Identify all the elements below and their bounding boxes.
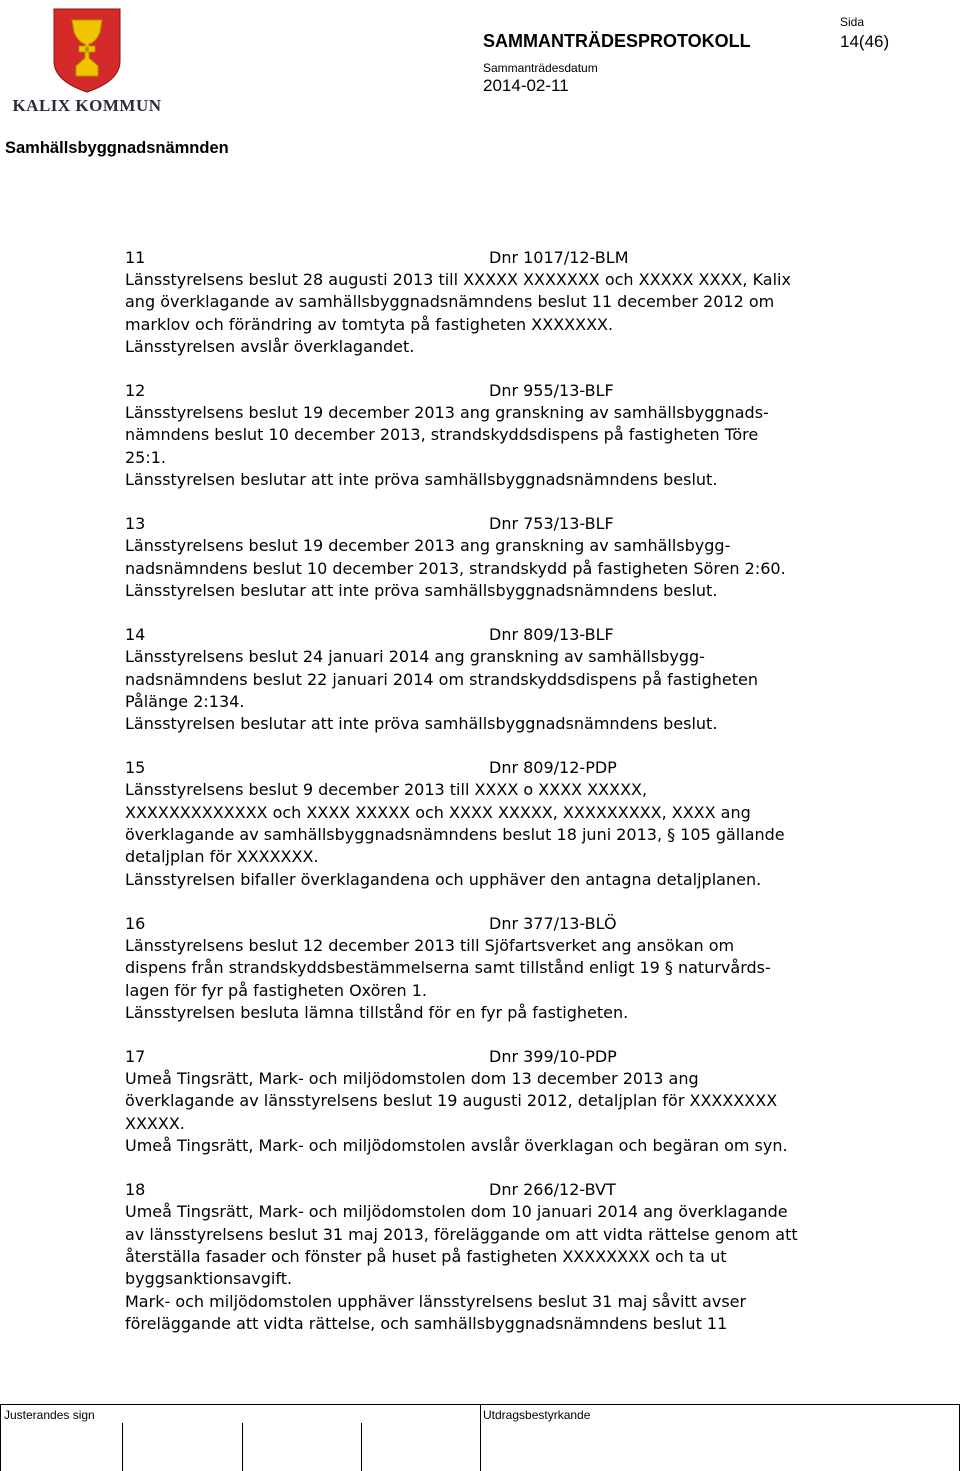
item-text-line: föreläggande att vidta rättelse, och samhällsbyggnadsnämndens beslut 11 (125, 1313, 728, 1333)
committee-name: Samhällsbyggnadsnämnden (5, 139, 229, 157)
item-text-line: Länsstyrelsens beslut 9 december 2013 till XXXX o XXXX XXXXX, (125, 780, 648, 800)
decision-item-header (125, 1179, 925, 1201)
footer-label-justerandes-sign: Justerandes sign (4, 1408, 95, 1422)
decision-item-header (125, 1046, 925, 1068)
item-number: 11 (125, 248, 146, 267)
signature-box-divider (361, 1423, 362, 1471)
item-number: 16 (125, 913, 146, 933)
item-dnr: Dnr 266/12-BVT (489, 1180, 616, 1200)
decision-item (125, 1046, 925, 1157)
item-number: 17 (125, 1047, 146, 1067)
item-dnr: Dnr 1017/12-BLM (489, 248, 629, 267)
signature-box-divider (122, 1423, 123, 1471)
item-dnr: Dnr 809/13-BLF (489, 625, 614, 645)
item-number: 15 (125, 758, 146, 778)
item-text-line: Länsstyrelsens beslut 19 december 2013 ang granskning av samhällsbyggnads- (125, 403, 769, 423)
item-dnr: Dnr 377/13-BLÖ (489, 913, 617, 933)
item-text-line: Länsstyrelsen beslutar att inte pröva samhällsbyggnadsnämndens beslut. (125, 714, 718, 734)
signature-footer (0, 1404, 960, 1471)
item-dnr: Dnr 399/10-PDP (489, 1047, 617, 1067)
item-text-line: nadsnämndens beslut 10 december 2013, strandskydd på fastigheten Sören 2:60. (125, 558, 786, 578)
item-dnr: Dnr 955/13-BLF (489, 381, 614, 401)
decision-item-header (125, 247, 925, 269)
meeting-date: 2014-02-11 (483, 76, 569, 95)
item-text-line: Umeå Tingsrätt, Mark- och miljödomstolen dom 13 december 2013 ang (125, 1069, 699, 1089)
item-text-line: Länsstyrelsens beslut 28 augusti 2013 till XXXXX XXXXXXX och XXXXX XXXX, Kalix (125, 270, 791, 289)
item-text-line: av länsstyrelsens beslut 31 maj 2013, föreläggande om att vidta rättelse genom att (125, 1224, 798, 1244)
item-text-line: Länsstyrelsen beslutar att inte pröva samhällsbyggnadsnämndens beslut. (125, 470, 718, 490)
item-text-line: Pålänge 2:134. (125, 691, 245, 711)
item-text-line: Länsstyrelsens beslut 19 december 2013 ang granskning av samhällsbygg- (125, 536, 731, 556)
decision-item (125, 247, 925, 358)
decision-item-header (125, 513, 925, 535)
item-text-line: nämndens beslut 10 december 2013, strandskyddsdispens på fastigheten Töre (125, 425, 759, 445)
item-text-line: Umeå Tingsrätt, Mark- och miljödomstolen avslår överklagan och begäran om syn. (125, 1136, 788, 1156)
item-text-line: dispens från strandskyddsbestämmelserna samt tillstånd enligt 19 § naturvårds- (125, 958, 771, 978)
decision-item-header (125, 380, 925, 402)
decision-item (125, 380, 925, 491)
kalix-kommun-logo (12, 6, 162, 118)
item-text-line: Länsstyrelsens beslut 24 januari 2014 ang granskning av samhällsbygg- (125, 647, 705, 667)
item-text-line: Umeå Tingsrätt, Mark- och miljödomstolen dom 10 januari 2014 ang överklagande (125, 1202, 788, 1222)
item-text-line: Länsstyrelsen avslår överklagandet. (125, 336, 415, 356)
decision-item-header (125, 913, 925, 935)
item-text-line: nadsnämndens beslut 22 januari 2014 om strandskyddsdispens på fastigheten (125, 669, 758, 689)
decision-item-header (125, 757, 925, 779)
item-text-line: byggsanktionsavgift. (125, 1269, 293, 1289)
page-label: Sida (840, 15, 865, 29)
decision-item (125, 757, 925, 890)
decision-item-header (125, 624, 925, 646)
item-number: 18 (125, 1180, 146, 1200)
item-number: 12 (125, 381, 146, 401)
item-dnr: Dnr 809/12-PDP (489, 758, 617, 778)
item-text-line: Mark- och miljödomstolen upphäver länsstyrelsens beslut 31 maj såvitt avser (125, 1291, 747, 1311)
item-text-line: Länsstyrelsen besluta lämna tillstånd för en fyr på fastigheten. (125, 1002, 629, 1022)
item-number: 13 (125, 514, 146, 534)
coat-of-arms-icon (12, 6, 162, 96)
decision-item (125, 513, 925, 602)
logo-text: KALIX KOMMUN (12, 96, 162, 115)
signature-box-divider (242, 1423, 243, 1471)
item-text-line: 25:1. (125, 447, 167, 467)
page-number: 14(46) (840, 32, 890, 51)
item-text-line: överklagande av länsstyrelsens beslut 19 augusti 2012, detaljplan för XXXXXXXX (125, 1091, 778, 1111)
item-number: 14 (125, 625, 146, 645)
item-text-line: marklov och förändring av tomtyta på fastigheten XXXXXXX. (125, 314, 614, 334)
item-text-line: XXXXXXXXXXXXX och XXXX XXXXX och XXXX XXXXX, XXXXXXXXX, XXXX ang (125, 802, 751, 822)
item-text-line: återställa fasader och fönster på huset på fastigheten XXXXXXXX och ta ut (125, 1246, 727, 1266)
item-text-line: lagen för fyr på fastigheten Oxören 1. (125, 980, 427, 1000)
document-title: SAMMANTRÄDESPROTOKOLL (483, 31, 751, 51)
item-dnr: Dnr 753/13-BLF (489, 514, 614, 534)
item-text-line: detaljplan för XXXXXXX. (125, 847, 319, 867)
decision-item (125, 624, 925, 735)
item-text-line: Länsstyrelsen bifaller överklagandena och upphäver den antagna detaljplanen. (125, 869, 762, 889)
item-text-line: ang överklagande av samhällsbyggnadsnämndens beslut 11 december 2012 om (125, 292, 775, 312)
decision-list (125, 247, 925, 1357)
decision-item (125, 1179, 925, 1335)
footer-divider (480, 1405, 481, 1471)
item-text-line: Länsstyrelsen beslutar att inte pröva samhällsbyggnadsnämndens beslut. (125, 580, 718, 600)
item-text-line: XXXXX. (125, 1113, 185, 1133)
meeting-date-label: Sammanträdesdatum (483, 61, 598, 75)
item-text-line: Länsstyrelsens beslut 12 december 2013 till Sjöfartsverket ang ansökan om (125, 935, 735, 955)
item-text-line: överklagande av samhällsbyggnadsnämndens beslut 18 juni 2013, § 105 gällande (125, 825, 785, 845)
footer-label-utdragsbestyrkande: Utdragsbestyrkande (483, 1408, 591, 1422)
footer-divider (0, 1405, 1, 1471)
decision-item (125, 913, 925, 1024)
